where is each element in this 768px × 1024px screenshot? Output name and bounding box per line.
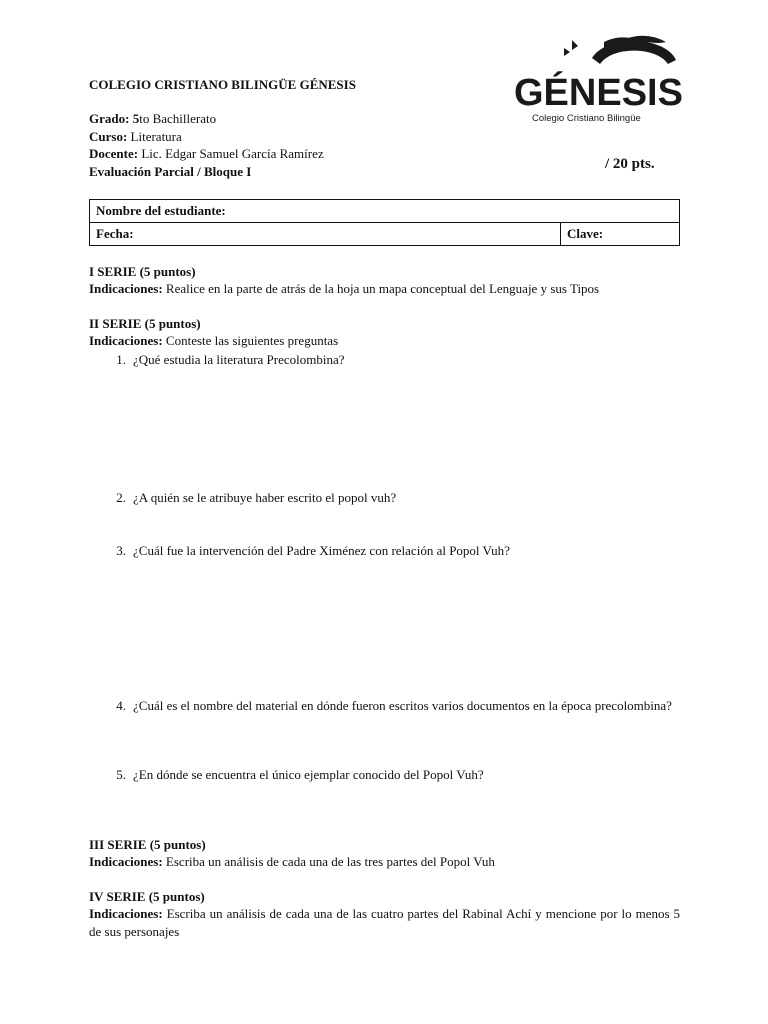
school-name: COLEGIO CRISTIANO BILINGÜE GÉNESIS bbox=[89, 77, 356, 92]
question-5 bbox=[112, 765, 680, 784]
question-3 bbox=[112, 541, 680, 560]
serie-1 bbox=[89, 263, 599, 297]
table-row bbox=[90, 200, 680, 223]
instructions-label: Indicaciones: bbox=[89, 906, 163, 921]
instructions-label: Indicaciones: bbox=[89, 281, 163, 296]
grade-line bbox=[89, 110, 324, 128]
instructions-text: Conteste las siguientes preguntas bbox=[165, 333, 339, 348]
instructions-text: Escriba un análisis de cada una de las tres partes del Popol Vuh bbox=[165, 854, 495, 869]
grade-value: to Bachillerato bbox=[139, 111, 217, 126]
instructions-text: Escriba un análisis de cada una de las cuatro partes del Rabinal Achí y mencione por lo menos 5 de sus personajes bbox=[89, 906, 681, 939]
serie-title: II SERIE (5 puntos) bbox=[89, 316, 201, 331]
school-logo bbox=[508, 30, 688, 130]
serie-instructions bbox=[89, 853, 495, 870]
question-number: 2. bbox=[116, 490, 126, 505]
evaluation-title: Evaluación Parcial / Bloque I bbox=[89, 163, 252, 179]
course-value: Literatura bbox=[130, 128, 182, 144]
instructions-text: Realice en la parte de atrás de la hoja un mapa conceptual del Lenguaje y sus Tipos bbox=[165, 281, 600, 296]
question-number: 5. bbox=[116, 767, 126, 782]
serie-instructions bbox=[89, 280, 599, 297]
teacher-line bbox=[89, 145, 324, 163]
question-text: ¿En dónde se encuentra el único ejemplar conocido del Popol Vuh? bbox=[133, 767, 484, 782]
student-info-table bbox=[89, 199, 680, 246]
date-field[interactable]: Fecha: bbox=[90, 223, 561, 246]
question-4 bbox=[112, 696, 680, 715]
table-row bbox=[90, 223, 680, 246]
instructions-label: Indicaciones: bbox=[89, 333, 163, 348]
question-text: ¿Cuál fue la intervención del Padre Ximénez con relación al Popol Vuh? bbox=[133, 543, 510, 558]
student-name-field[interactable]: Nombre del estudiante: bbox=[90, 200, 680, 223]
course-info bbox=[89, 110, 324, 180]
serie-3 bbox=[89, 836, 495, 870]
serie-title: III SERIE (5 puntos) bbox=[89, 837, 206, 852]
question-2 bbox=[112, 488, 680, 507]
question-number: 4. bbox=[116, 698, 126, 713]
question-1 bbox=[112, 350, 680, 369]
total-points: / 20 pts. bbox=[605, 156, 655, 172]
serie-2 bbox=[89, 315, 338, 349]
question-number: 3. bbox=[116, 543, 126, 558]
question-text: ¿Cuál es el nombre del material en dónde fueron escritos varios documentos en la época precolombina? bbox=[133, 698, 672, 713]
question-text: ¿Qué estudia la literatura Precolombina? bbox=[133, 352, 345, 367]
question-number: 1. bbox=[116, 352, 126, 367]
question-text: ¿A quién se le atribuye haber escrito el popol vuh? bbox=[133, 490, 397, 505]
grade-label: Grado: 5 bbox=[89, 111, 140, 126]
serie-title: IV SERIE (5 puntos) bbox=[89, 889, 205, 904]
teacher-value: Lic. Edgar Samuel García Ramírez bbox=[141, 146, 324, 161]
code-field[interactable]: Clave: bbox=[561, 223, 680, 246]
logo-subtitle: Colegio Cristiano Bilingüe bbox=[532, 113, 641, 124]
serie-4 bbox=[89, 888, 680, 941]
serie-instructions bbox=[89, 332, 338, 349]
serie-instructions bbox=[89, 905, 680, 941]
course-line bbox=[89, 128, 324, 146]
instructions-label: Indicaciones: bbox=[89, 854, 163, 869]
serie-title: I SERIE (5 puntos) bbox=[89, 264, 196, 279]
course-label: Curso: bbox=[89, 128, 128, 144]
logo-wordmark: GÉNESIS bbox=[514, 72, 683, 114]
teacher-label: Docente: bbox=[89, 146, 139, 161]
